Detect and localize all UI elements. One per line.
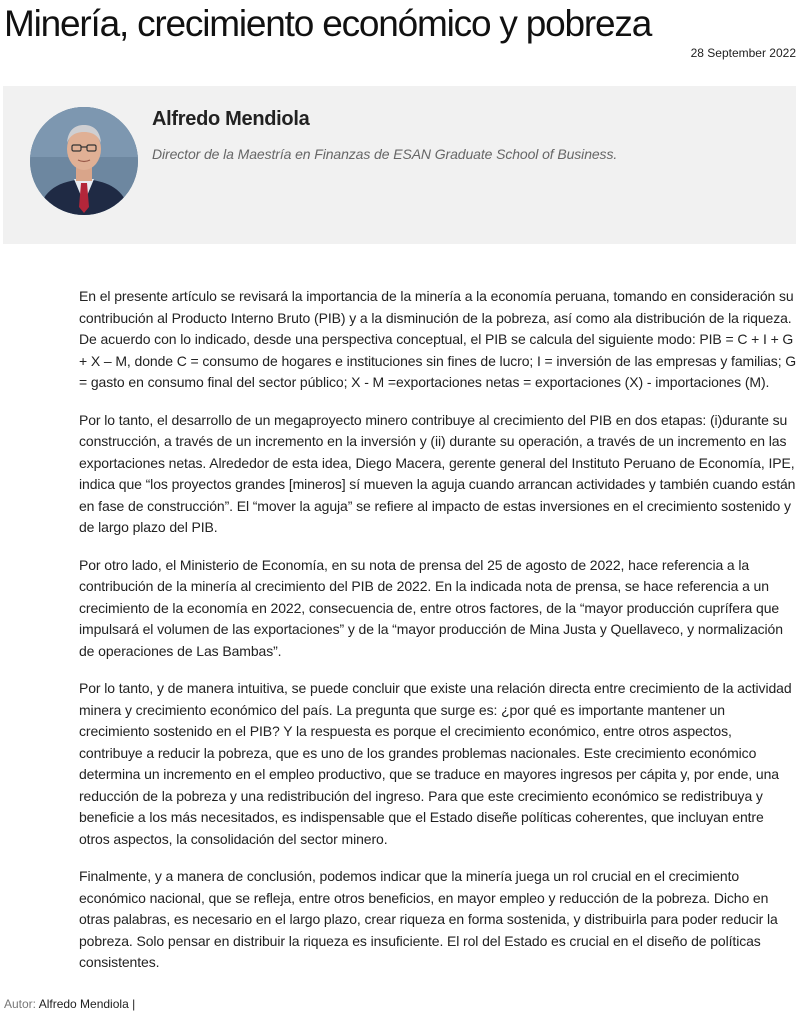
publish-date: 28 September 2022: [690, 46, 796, 60]
author-label: Autor:: [4, 997, 37, 1011]
paragraph-4: Por lo tanto, y de manera intuitiva, se puede concluir que existe una relación directa entre crecimiento de la actividad minera y crecimiento económico del país. La pregunta que surge es: ¿por qué es importante mantener un crecimiento sostenido en el PIB? Y la respuesta es porque el crecimiento económico, entre otros aspectos, contribuye a reducir la pobreza, que es uno de los grandes problemas nacionales. Este crecimiento económico determina un incremento en el empleo productivo, que se traduce en mayores ingresos per cápita y, por ende, una reducción de la pobreza y una redistribución del ingreso. Para que este crecimiento económico se redistribuya y beneficie a los más necesitados, es indispensable que el Estado diseñe políticas coherentes, que incluyan entre otros aspectos, la consolidación del sector minero.: [79, 680, 792, 847]
author-name[interactable]: Alfredo Mendiola: [152, 108, 310, 130]
paragraph-3: Por otro lado, el Ministerio de Economía, en su nota de prensa del 25 de agosto de 2022, hace referencia a la contribución de la minería al crecimiento del PIB de 2022. En la indicada nota de prensa, se hace referencia a un crecimiento de la economía en 2022, consecuencia de, entre otros factores, de la “mayor producción cuprífera que impulsará el volumen de las exportaciones” y de la “mayor producción de Mina Justa y Quellaveco, y normalización de operaciones de Las Bambas”.: [79, 556, 783, 659]
paragraph-1: En el presente artículo se revisará la importancia de la minería a la economía peruana, tomando en consideración su contribución al Producto Interno Bruto (PIB) y a la disminución de la pobreza, así como ala distribución de la riqueza. De acuerdo con lo indicado, desde una perspectiva conceptual, el PIB se calcula del siguiente modo: PIB = C + I + G + X – M, donde C = consumo de hogares e instituciones sin fines de lucro; I = inversión de las empresas y familias; G = gasto en consumo final del sector público; X - M =exportaciones netas = exportaciones (X) - importaciones (M).: [79, 288, 797, 390]
author-footer: [4, 997, 135, 1011]
author-card: [3, 86, 796, 244]
author-role: Director de la Maestría en Finanzas de ESAN Graduate School of Business.: [152, 146, 618, 162]
paragraph-2: Por lo tanto, el desarrollo de un megaproyecto minero contribuye al crecimiento del PIB en dos etapas: (i)durante su construcción, a través de un incremento en la inversión y (ii) durante su operación, a través de un incremento en las exportaciones netas. Alrededor de esta idea, Diego Macera, gerente general del Instituto Peruano de Economía, IPE, indica que “los proyectos grandes [mineros] sí mueven la aguja cuando arrancan actividades y también cuando están en fase de construcción”. El “mover la aguja” se refiere al impacto de estas inversiones en el crecimiento sostenido y de largo plazo del PIB.: [79, 411, 796, 535]
paragraph-5: Finalmente, y a manera de conclusión, podemos indicar que la minería juega un rol crucial en el crecimiento económico nacional, que se refleja, entre otros beneficios, en mayor empleo y reducción de la pobreza. Dicho en otras palabras, es necesario en el largo plazo, crear riqueza en forma sostenida, y distribuirla para poder reducir la pobreza. Solo pensar en distribuir la riqueza es insuficiente. El rol del Estado es crucial en el diseño de políticas consistentes.: [79, 868, 778, 970]
article-body: [79, 286, 797, 990]
separator: |: [132, 997, 136, 1011]
author-link[interactable]: Alfredo Mendiola: [38, 997, 129, 1011]
article-title: Minería, crecimiento económico y pobreza: [4, 3, 652, 44]
author-avatar: [30, 107, 138, 215]
